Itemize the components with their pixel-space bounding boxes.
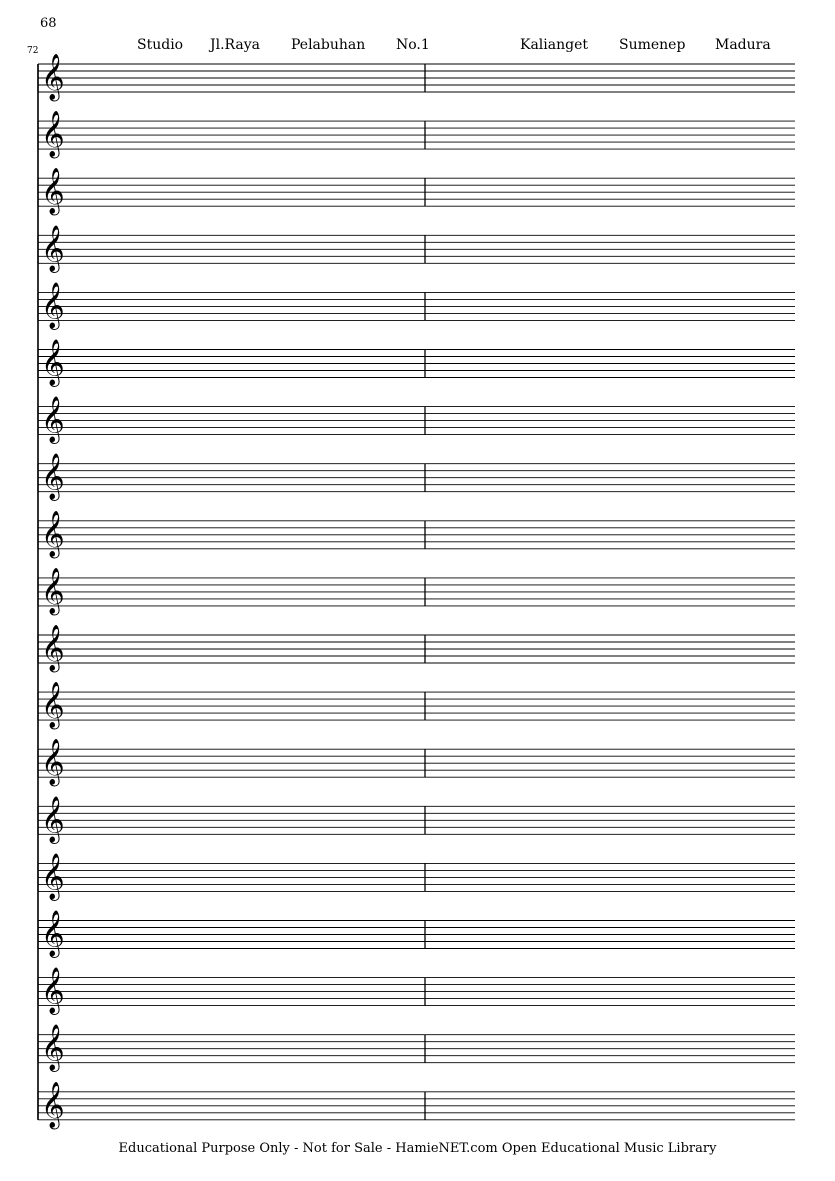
header-word-pelabuhan: Pelabuhan <box>291 37 366 53</box>
treble-clef-icon: 𝄞 <box>41 853 65 900</box>
header-word-sumenep: Sumenep <box>619 37 686 53</box>
treble-clef-icon: 𝄞 <box>41 339 65 386</box>
treble-clef-icon: 𝄞 <box>41 225 65 272</box>
measure-number: 72 <box>27 46 39 56</box>
treble-clef-icon: 𝄞 <box>41 453 65 500</box>
treble-clef-icon: 𝄞 <box>41 910 65 957</box>
treble-clef-icon: 𝄞 <box>41 282 65 329</box>
treble-clef-icon: 𝄞 <box>41 510 65 557</box>
treble-clef-icon: 𝄞 <box>41 967 65 1014</box>
footer-notice: Educational Purpose Only - Not for Sale - HamieNET.com Open Educational Music Library <box>118 1141 717 1156</box>
treble-clef-icon: 𝄞 <box>41 1024 65 1071</box>
treble-clef-icon: 𝄞 <box>41 111 65 158</box>
treble-clef-icon: 𝄞 <box>41 168 65 215</box>
treble-clef-icon: 𝄞 <box>41 54 65 100</box>
header-word-kalianget: Kalianget <box>520 37 588 53</box>
treble-clef-icon: 𝄞 <box>41 396 65 443</box>
header-word-studio: Studio <box>137 37 184 53</box>
treble-clef-icon: 𝄞 <box>41 796 65 843</box>
header-word-street: Jl.Raya <box>210 37 261 53</box>
treble-clef-icon: 𝄞 <box>41 682 65 729</box>
page-number: 68 <box>40 16 57 31</box>
treble-clef-icon: 𝄞 <box>41 1081 65 1128</box>
treble-clef-icon: 𝄞 <box>41 739 65 786</box>
treble-clef-icon: 𝄞 <box>41 625 65 671</box>
header-word-number: No.1 <box>396 37 430 53</box>
header-word-madura: Madura <box>715 37 771 53</box>
treble-clef-icon: 𝄞 <box>41 567 65 614</box>
